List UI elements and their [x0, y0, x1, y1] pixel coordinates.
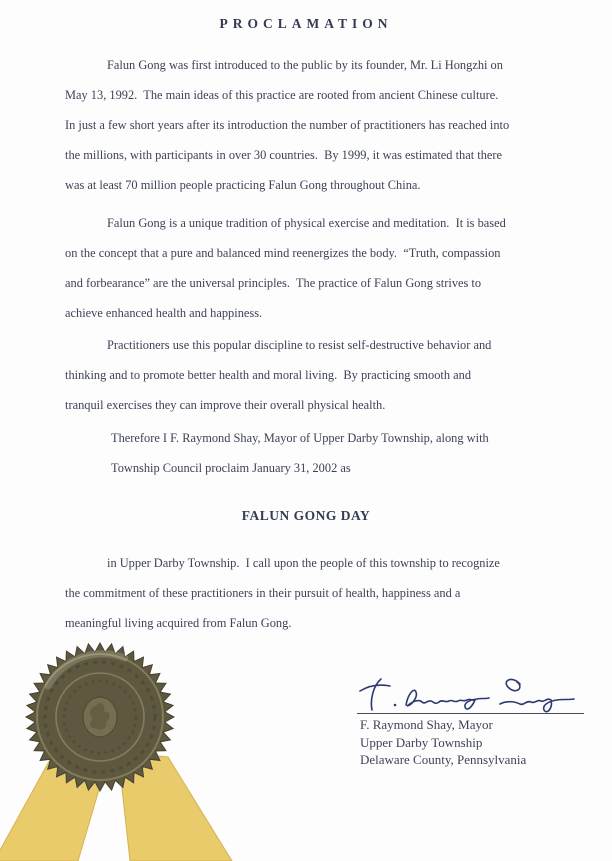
text-line: Practitioners use this popular discipline to resist self-destructive behavior and: [107, 338, 492, 352]
text-line: meaningful living acquired from Falun Gong.: [65, 616, 292, 630]
text-line: and forbearance” are the universal principles. The practice of Falun Gong strives to: [65, 276, 482, 290]
text-line: In just a few short years after its introduction the number of practitioners has reached into: [65, 118, 510, 132]
paragraph-tradition: [65, 208, 565, 328]
signature-raymond: [406, 690, 489, 709]
document-title: PROCLAMATION: [219, 16, 393, 31]
signature-shay: [500, 679, 574, 711]
text-line: tranquil exercises they can improve their overall physical health.: [65, 398, 386, 412]
text-line: on the concept that a pure and balanced mind reenergizes the body. “Truth, compassion: [65, 246, 501, 260]
text-line: Township Council proclaim January 31, 2002 as: [111, 461, 351, 475]
paragraph-therefore: [65, 423, 565, 483]
paragraph-practitioners: [65, 330, 565, 420]
signer-township: Upper Darby Township: [360, 734, 483, 750]
signature-script: [348, 672, 586, 718]
falun-gong-day-heading: FALUN GONG DAY: [241, 508, 371, 523]
text-line: Falun Gong was first introduced to the public by its founder, Mr. Li Hongzhi on: [107, 58, 503, 72]
paragraph-introduction: [65, 50, 565, 200]
text-line: Therefore I F. Raymond Shay, Mayor of Upper Darby Township, along with: [111, 431, 489, 445]
text-line: the commitment of these practitioners in their pursuit of health, happiness and a: [65, 586, 461, 600]
gold-foil-seal: [0, 636, 240, 861]
text-line: was at least 70 million people practicing Falun Gong throughout China.: [65, 178, 421, 192]
text-line: in Upper Darby Township. I call upon the people of this township to recognize: [107, 556, 500, 570]
text-line: thinking and to promote better health and moral living. By practicing smooth and: [65, 368, 472, 382]
text-line: achieve enhanced health and happiness.: [65, 306, 263, 320]
signature-period: [394, 704, 397, 707]
signer-name: F. Raymond Shay, Mayor: [360, 717, 493, 732]
signature-line: [357, 713, 584, 714]
text-line: Falun Gong is a unique tradition of physical exercise and meditation. It is based: [107, 216, 506, 230]
paragraph-closing: [65, 548, 565, 638]
text-line: the millions, with participants in over 30 countries. By 1999, it was estimated that there: [65, 148, 503, 162]
signature-block: [360, 716, 526, 769]
text-line: May 13, 1992. The main ideas of this practice are rooted from ancient Chinese culture.: [65, 88, 499, 102]
signer-county: Delaware County, Pennsylvania: [360, 752, 527, 768]
signature-f-stem: [371, 679, 381, 710]
